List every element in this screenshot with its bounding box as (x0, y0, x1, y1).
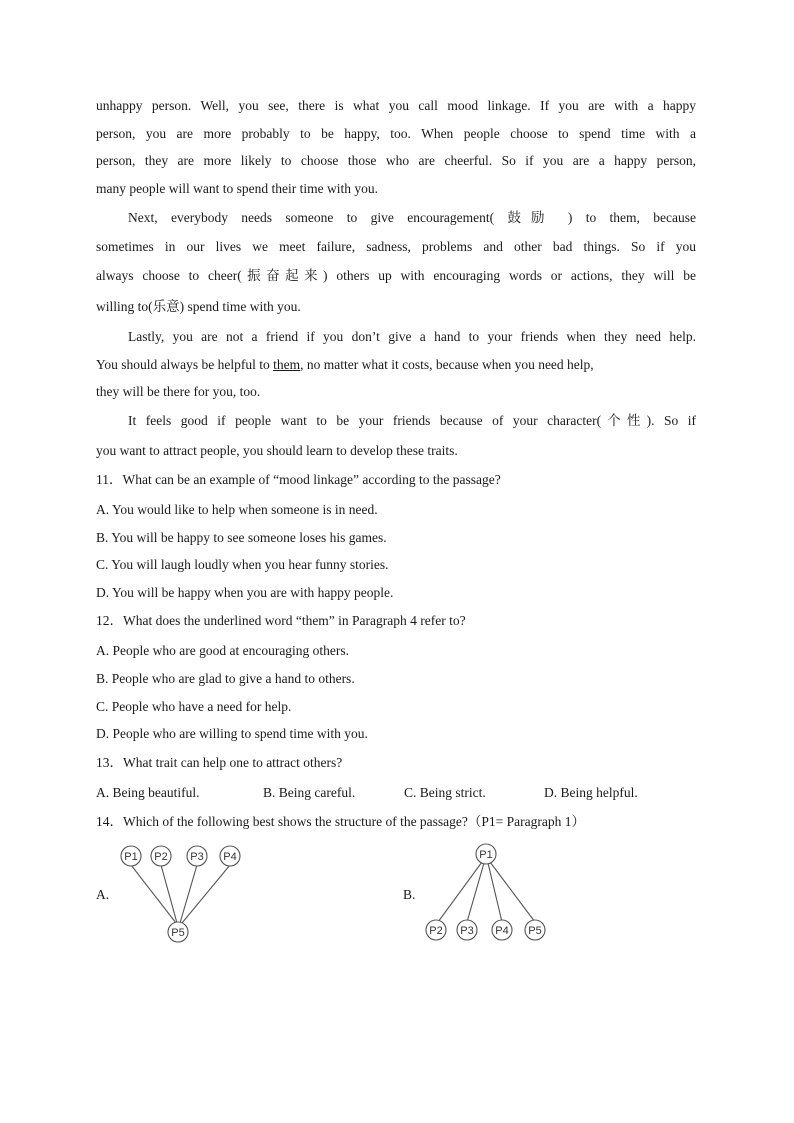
option-11-b[interactable]: B. You will be happy to see someone loses his games. (96, 530, 387, 545)
option-12-c[interactable]: C. People who have a need for help. (96, 699, 292, 714)
node-p4 (220, 846, 240, 866)
option-12-b[interactable]: B. People who are glad to give a hand to others. (96, 671, 355, 686)
passage-line: many people will want to spend their time with you. (96, 181, 378, 196)
svg-text:P5: P5 (528, 925, 542, 937)
option-13-a[interactable]: A. Being beautiful. (96, 785, 200, 800)
option-11-d[interactable]: D. You will be happy when you are with happy people. (96, 585, 394, 600)
passage-line: willing to(乐意) spend time with you. (96, 299, 301, 314)
passage-text: , no matter what it costs, because when you need help, (300, 357, 594, 372)
svg-text:P3: P3 (460, 925, 474, 937)
question-stem-11: 11．What can be an example of “mood linkage” according to the passage? (96, 472, 501, 487)
passage-line: Next, everybody needs someone to give encouragement( 鼓励 ) to them, because (128, 210, 696, 225)
passage-line: unhappy person. Well, you see, there is what you call mood linkage. If you are with a happy (96, 98, 696, 113)
passage-line-with-underline (96, 356, 696, 374)
node-p4 (492, 920, 512, 940)
node-p5 (168, 922, 188, 942)
svg-text:P4: P4 (495, 925, 509, 937)
question-stem-12: 12．What does the underlined word “them” in Paragraph 4 refer to? (96, 613, 466, 628)
svg-text:P2: P2 (154, 851, 168, 863)
svg-text:P1: P1 (479, 849, 493, 861)
node-p1 (121, 846, 141, 866)
svg-text:P1: P1 (124, 851, 138, 863)
node-p3 (187, 846, 207, 866)
option-13-b[interactable]: B. Being careful. (263, 785, 356, 800)
connector-line (490, 862, 535, 922)
passage-line: person, they are more likely to choose those who are cheerful. So if you are a happy person, (96, 153, 696, 168)
passage-text: You should always be helpful to (96, 357, 274, 372)
option-14-b-label[interactable]: B. (403, 887, 416, 902)
option-14-a-label[interactable]: A. (96, 887, 110, 902)
question-stem-13: 13．What trait can help one to attract others? (96, 755, 343, 770)
passage-line: they will be there for you, too. (96, 384, 261, 399)
connector-line (467, 863, 484, 922)
structure-diagram-b[interactable] (420, 840, 560, 946)
svg-text:P2: P2 (429, 925, 443, 937)
passage-line: always choose to cheer(振奋起来) others up with encouraging words or actions, they will be (96, 268, 696, 283)
passage-line: person, you are more probably to be happy, too. When people choose to spend time with a (96, 126, 696, 141)
option-12-a[interactable]: A. People who are good at encouraging others. (96, 643, 350, 658)
passage-line: It feels good if people want to be your friends because of your character(个性). So if (128, 413, 696, 428)
svg-text:P5: P5 (171, 927, 185, 939)
node-p2 (151, 846, 171, 866)
node-p1 (476, 844, 496, 864)
svg-text:P3: P3 (190, 851, 204, 863)
question-stem-14: 14．Which of the following best shows the structure of the passage?（P1= Paragraph 1） (96, 814, 586, 829)
structure-diagram-a[interactable] (110, 840, 250, 946)
connector-line (182, 865, 230, 923)
option-12-d[interactable]: D. People who are willing to spend time with you. (96, 726, 368, 741)
connector-line (488, 863, 502, 922)
underlined-word: them (273, 357, 301, 372)
option-13-d[interactable]: D. Being helpful. (544, 785, 638, 800)
option-13-c[interactable]: C. Being strict. (404, 785, 486, 800)
passage-line: Lastly, you are not a friend if you don’t give a hand to your friends when they need help. (128, 329, 696, 344)
svg-text:P4: P4 (223, 851, 237, 863)
node-p2 (426, 920, 446, 940)
node-p5 (525, 920, 545, 940)
node-p3 (457, 920, 477, 940)
option-11-a[interactable]: A. You would like to help when someone is in need. (96, 502, 378, 517)
option-11-c[interactable]: C. You will laugh loudly when you hear funny stories. (96, 557, 389, 572)
passage-line: sometimes in our lives we meet failure, sadness, problems and other bad things. So if you (96, 239, 696, 254)
passage-line: you want to attract people, you should learn to develop these traits. (96, 443, 458, 458)
